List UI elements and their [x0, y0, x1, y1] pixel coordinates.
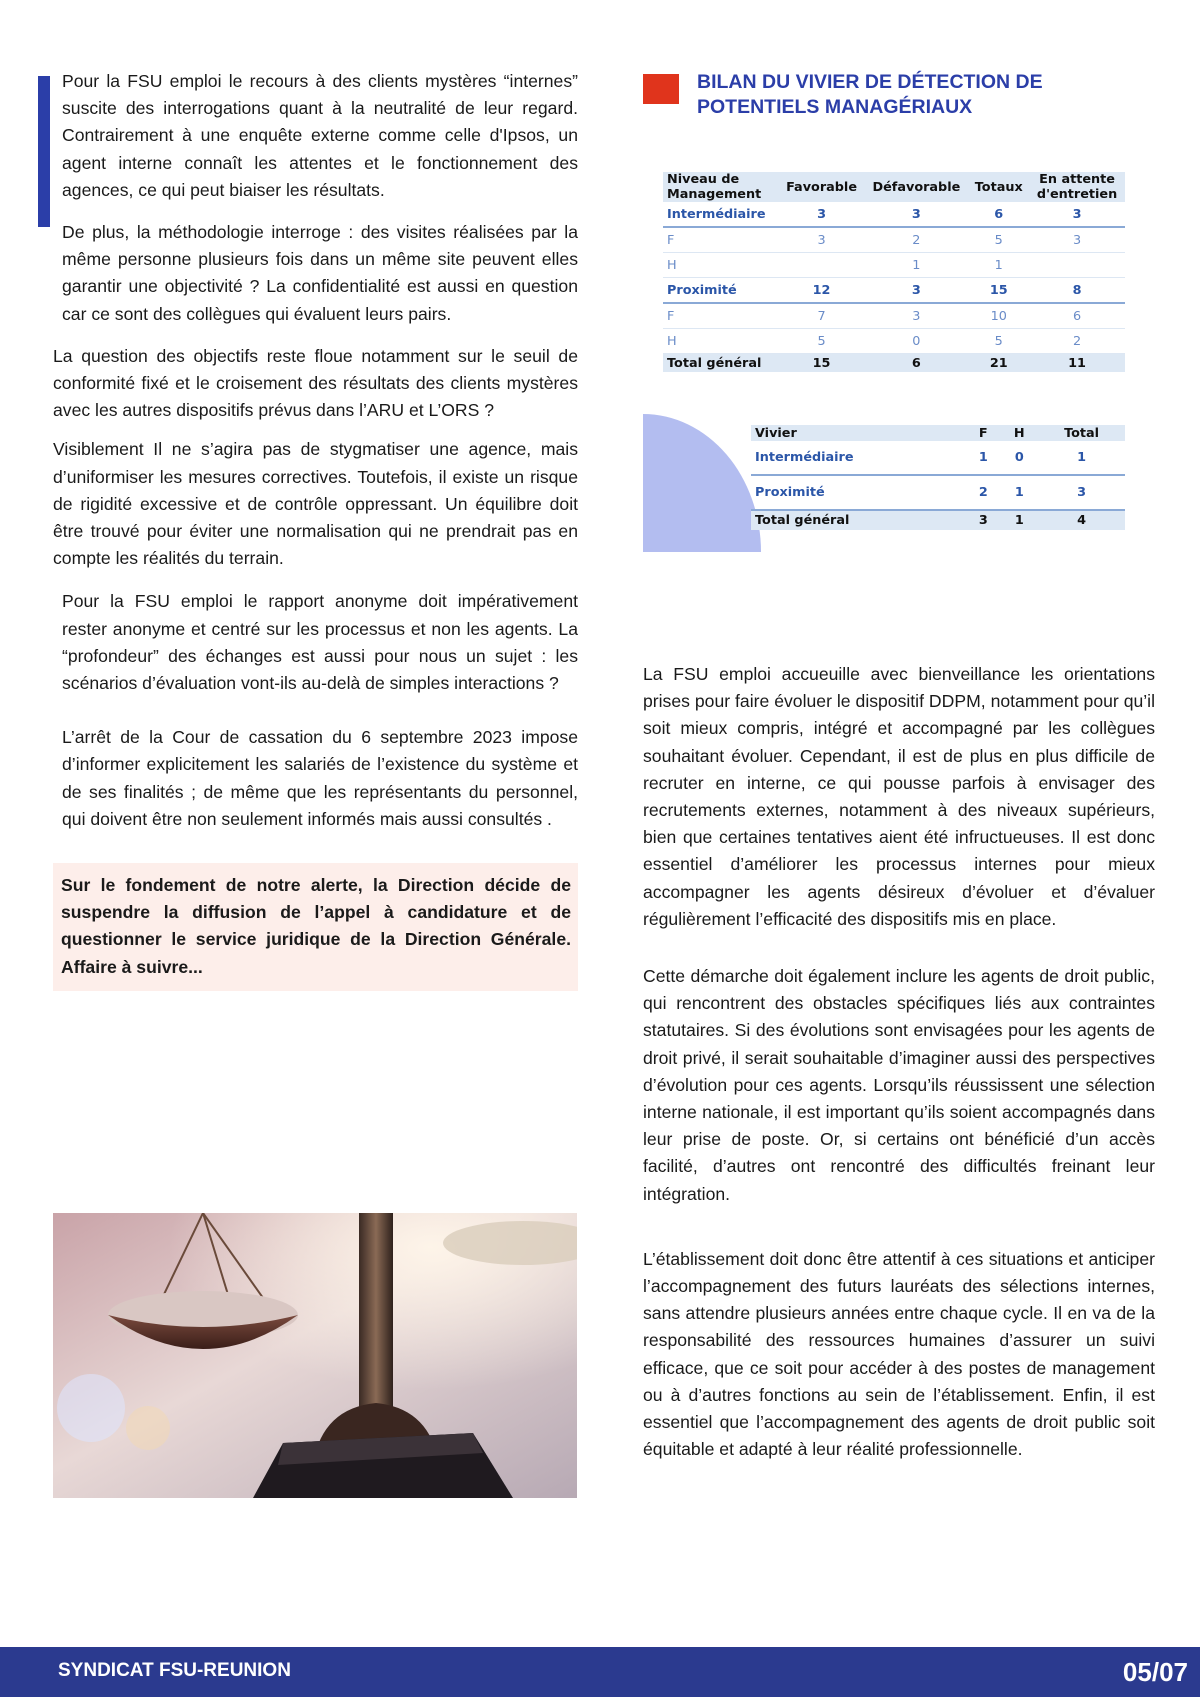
footer-org: SYNDICAT FSU-REUNION	[58, 1660, 291, 1681]
paragraph-establishment: L’établissement doit donc être attentif à ces situations et anticiper l’accompagnement des futurs lauréats des sélections internes, sans attendre plusieurs années entre chaque cycle. Il en va de la responsabilité des ressources humaines d’assurer un suivi efficace, que ce soit pour accéder à des postes de management ou à d’autres fonctions au sein de l’établissement. Enfin, il est essentiel que l’accompagnement des agents de droit public soit équitable et adapté à leur réalité professionnelle.	[643, 1248, 1155, 1460]
header-h: H	[1000, 425, 1038, 441]
title-marker	[643, 74, 679, 104]
header-total: Total	[1038, 425, 1125, 441]
paragraph-anonymous-report: Pour la FSU emploi le rapport anonyme doit impérativement rester anonyme et centré sur les processus et non les agents. La “profondeur” des échanges est aussi pour nous un sujet : les scénarios d’évaluation vont-ils au-delà de simples interactions ?	[62, 591, 578, 694]
header-waiting: En attente d'entretien	[1029, 172, 1125, 202]
title-line-2: POTENTIELS MANAGÉRIAUX	[697, 96, 973, 118]
paragraph-stigmatization: Visiblement Il ne s’agira pas de stygmatiser une agence, mais d’uniformiser les mesures correctives. Toutefois, il existe un risque de rigidité excessive et de contrôle oppressant. Un équilibre doit être trouvé pour éviter une normalisation qui ne prendrait pas en compte les réalités du terrain.	[53, 439, 578, 569]
table-row: F 7 3 10 6	[663, 303, 1125, 329]
alert-box	[53, 863, 578, 991]
header-level: Niveau de Management	[663, 172, 779, 202]
table-header-row	[663, 172, 1125, 202]
section-title	[643, 68, 1155, 128]
header-favorable: Favorable	[779, 172, 865, 202]
page-number: 05/07	[1122, 1657, 1188, 1687]
table-row: Intermédiaire 1 0 1	[751, 441, 1125, 475]
header-totals: Totaux	[968, 172, 1029, 202]
paragraph-public-law-agents: Cette démarche doit également inclure les agents de droit public, qui rencontrent des obstacles spécifiques liés aux contraintes statutaires. Si des évolutions sont envisagées pour les agents de droit privé, il serait souhaitable d’imaginer aussi des perspectives d’évolution pour ces agents. Lorsqu’ils réussissent une sélection interne nationale, il est important qu’ils soient accompagnés dans leur prise de poste. Or, si certains ont bénéficié d’un accès facilité, d’autres ont rencontré des difficultés freinant leur intégration.	[643, 966, 1155, 1204]
paragraph-mystery-clients: Pour la FSU emploi le recours à des clients mystères “internes” suscite des interrogations quant à la neutralité de leur regard. Contrairement à une enquête externe comme celle d'Ipsos, un agent interne connaît les attentes et le fonctionnement des agences, ce qui peut biaiser les résultats.	[62, 71, 578, 200]
table-row: Proximité 12 3 15 8	[663, 278, 1125, 304]
section-title-text	[697, 70, 1043, 120]
paragraph-court-ruling: L’arrêt de la Cour de cassation du 6 septembre 2023 impose d’informer explicitement les salariés de l’existence du système et de ses finalités ; de même que les représentants du personnel, qui doivent être non seulement informés mais aussi consultés .	[62, 727, 578, 829]
vivier-table	[751, 425, 1125, 530]
table-row: Proximité 2 1 3	[751, 475, 1125, 510]
table-total-row: Total général 15 6 21 11	[663, 354, 1125, 373]
paragraph-objectives: La question des objectifs reste floue notamment sur le seuil de conformité fixé et le croisement des résultats des clients mystères avec les autres dispositifs prévus dans l’ARU et L’ORS ?	[53, 345, 578, 421]
alert-text: Sur le fondement de notre alerte, la Direction décide de suspendre la diffusion de l’appel à candidature et de questionner le service juridique de la Direction Générale. Affaire à suivre...	[61, 875, 571, 977]
footer	[0, 1647, 1200, 1697]
table-header-row	[751, 425, 1125, 441]
table-row: H 5 0 5 2	[663, 329, 1125, 354]
accent-bar	[38, 76, 50, 227]
header-unfavorable: Défavorable	[864, 172, 968, 202]
scales-of-justice-photo	[53, 1213, 577, 1498]
table-row: Intermédiaire 3 3 6 3	[663, 202, 1125, 227]
title-line-1: BILAN DU VIVIER DE DÉTECTION DE	[697, 71, 1043, 93]
header-vivier: Vivier	[751, 425, 966, 441]
paragraph-ddpm: La FSU emploi accueuille avec bienveillance les orientations prises pour faire évoluer le dispositif DDPM, notamment pour qu’il soit mieux compris, intégré et accompagné par les collègues souhaitant évoluer. Cependant, il est de plus en plus difficile de recruter en interne, ce qui pousse parfois à envisager des recrutements externes, notamment à des niveaux supérieurs, bien que certaines tentatives aient été infructueuses. Il est donc essentiel d’améliorer les processus internes pour mieux accompagner les agents désireux d’évoluer et d’évaluer régulièrement l’efficacité des dispositifs mis en place.	[643, 664, 1155, 929]
table-total-row: Total général 3 1 4	[751, 510, 1125, 530]
table-row: H 1 1	[663, 253, 1125, 278]
decorative-quarter-circle	[643, 414, 761, 552]
table-row: F 3 2 5 3	[663, 227, 1125, 253]
paragraph-methodology: De plus, la méthodologie interroge : des visites réalisées par la même personne plusieurs fois dans un même site peuvent elles garantir une objectivité ? La confidentialité est aussi en question car ce sont des collègues qui évaluent leurs pairs.	[62, 222, 578, 324]
management-level-table	[663, 172, 1125, 372]
header-f: F	[966, 425, 1000, 441]
left-column	[53, 68, 578, 991]
